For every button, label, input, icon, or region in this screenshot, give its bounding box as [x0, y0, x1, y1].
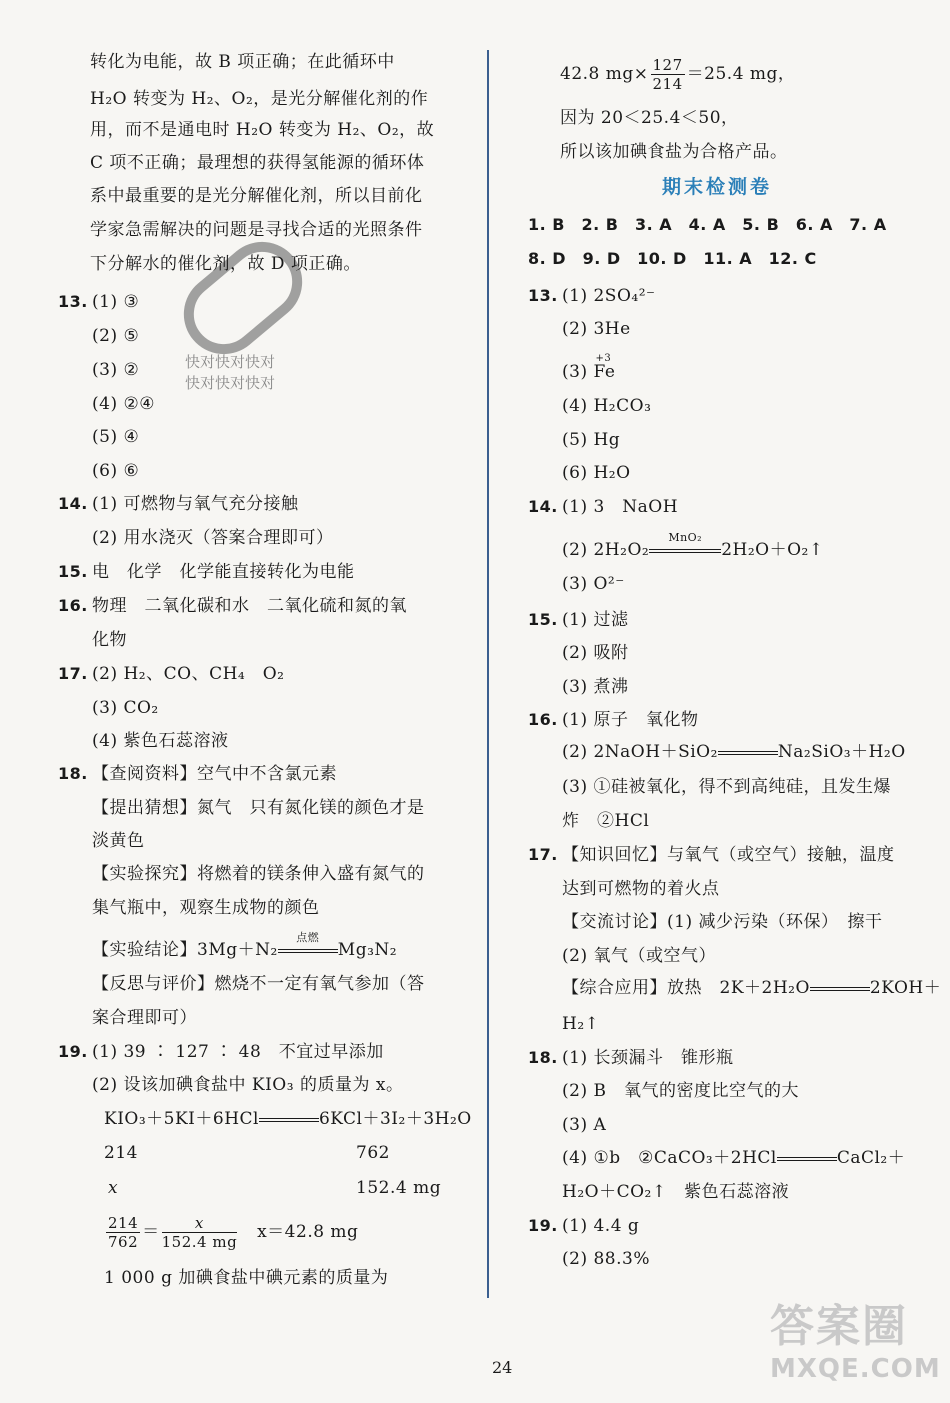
multiple-choice-answers: 1. B 2. B 3. A 4. A 5. B 6. A 7. A: [528, 215, 887, 234]
question-number: 17.: [528, 845, 558, 864]
answer: 【提出猜想】氮气 只有氮化镁的颜色才是: [92, 798, 425, 818]
answer: (2) H₂、CO、CH₄ O₂: [92, 664, 285, 684]
answer: H₂O＋CO₂↑ 紫色石蕊溶液: [562, 1182, 790, 1202]
answer: 因为 20＜25.4＜50，: [560, 108, 739, 128]
answer: 【实验探究】将燃着的镁条伸入盛有氮气的: [92, 864, 425, 884]
answer: 电 化学 化学能直接转化为电能: [92, 562, 355, 582]
answer: 炸 ②HCl: [562, 811, 650, 831]
answer: (1) 4.4 g: [562, 1216, 640, 1236]
answer: 1 000 g 加碘食盐中碘元素的质量为: [104, 1268, 389, 1288]
watermark-stamp: [167, 226, 318, 371]
question-number: 17.: [58, 664, 88, 683]
answer: H₂↑: [562, 1014, 600, 1034]
answer: (1) 可燃物与氧气充分接触: [92, 494, 299, 514]
answer: (1) 3 NaOH: [562, 497, 679, 517]
equation: KIO₃＋5KI＋6HCl 6KCl＋3I₂＋3H₂O: [104, 1109, 472, 1129]
answer: (1) ③: [92, 292, 140, 312]
answer: (2) 吸附: [562, 643, 629, 663]
question-number: 18.: [58, 764, 88, 783]
answer: (1) 39 ∶ 127 ∶ 48 不宜过早添加: [92, 1042, 384, 1062]
answer: (2) 用水浇灭（答案合理即可）: [92, 528, 334, 548]
question-number: 16.: [528, 710, 558, 729]
answer: 化物: [92, 630, 127, 650]
text-line: C 项不正确；最理想的获得氢能源的循环体: [90, 153, 425, 173]
text-line: 系中最重要的是光分解催化剂，所以目前化: [90, 186, 423, 206]
question-number: 14.: [528, 497, 558, 516]
answer: (3) +3 Fe: [562, 353, 616, 382]
question-number: 19.: [58, 1042, 88, 1061]
answer: 集气瓶中，观察生成物的颜色: [92, 898, 320, 918]
watermark-text: 快对快对快对 快对快对快对: [185, 353, 276, 392]
answer: (5) ④: [92, 427, 140, 447]
answer: (3) CO₂: [92, 698, 159, 718]
answer: (1) 长颈漏斗 锥形瓶: [562, 1048, 734, 1068]
text-line: 学家急需解决的问题是寻找合适的光照条件: [90, 220, 423, 240]
answer: (5) Hg: [562, 430, 621, 450]
answer: 【查阅资料】空气中不含氯元素: [92, 764, 337, 784]
answer: (3) O²⁻: [562, 574, 625, 594]
answer: (1) 原子 氧化物: [562, 710, 699, 730]
answer: (6) ⑥: [92, 461, 140, 481]
question-number: 15.: [528, 610, 558, 629]
text-line: 转化为电能，故 B 项正确；在此循环中: [90, 52, 395, 72]
value: 214: [104, 1143, 138, 1163]
answer: 所以该加碘食盐为合格产品。: [560, 142, 788, 162]
answer: 【交流讨论】(1) 减少污染（环保） 擦干: [562, 912, 883, 932]
answer: 【知识回忆】与氧气（或空气）接触，温度: [562, 845, 895, 865]
answer: (3) A: [562, 1115, 607, 1135]
equation: 【综合应用】放热 2K＋2H₂O 2KOH＋: [562, 978, 942, 998]
answer: (4) ②④: [92, 394, 155, 414]
answer: (4) H₂CO₃: [562, 396, 652, 416]
equation: 42.8 mg× $\frac{127}{214}$ ＝25.4 mg，: [560, 56, 796, 93]
question-number: 15.: [58, 562, 88, 581]
answer: (1) 过滤: [562, 610, 629, 630]
answer: (3) ①硅被氧化，得不到高纯硅，且发生爆: [562, 777, 891, 797]
answer: (2) 3He: [562, 319, 631, 339]
site-logo: 答案圈 MXQE.COM: [770, 1301, 941, 1384]
text-line: 下分解水的催化剂，故 D 项正确。: [90, 254, 361, 274]
equation: (2) 2H₂O₂ MnO₂ 2H₂O＋O₂↑: [562, 531, 824, 560]
answer: 达到可燃物的着火点: [562, 879, 720, 899]
question-number: 18.: [528, 1048, 558, 1067]
answer: 物理 二氧化碳和水 二氧化硫和氮的氧: [92, 596, 407, 616]
answer: (1) 2SO₄²⁻: [562, 286, 656, 306]
equation: (2) 2NaOH＋SiO₂ Na₂SiO₃＋H₂O: [562, 742, 906, 762]
page-number: 24: [492, 1358, 513, 1377]
text-line: H₂O 转变为 H₂、O₂，是光分解催化剂的作: [90, 89, 429, 109]
question-number: 14.: [58, 494, 88, 513]
answer: 案合理即可）: [92, 1008, 197, 1028]
proportion: $\frac{214}{762}$ ＝ $\frac{x}{152.4 mg}$ x＝42.8 mg: [108, 1214, 359, 1251]
answer: (2) ⑤: [92, 326, 140, 346]
equation: 【实验结论】3Mg＋N₂ 点燃 Mg₃N₂: [92, 931, 398, 960]
question-number: 13.: [528, 286, 558, 305]
value: 152.4 mg: [356, 1178, 442, 1198]
question-number: 13.: [58, 292, 88, 311]
column-divider: [487, 50, 489, 1298]
reaction-condition: 点燃: [278, 938, 338, 962]
text-line: 用，而不是通电时 H₂O 转变为 H₂、O₂，故: [90, 120, 435, 140]
question-number: 19.: [528, 1216, 558, 1235]
equation: (4) ①b ②CaCO₃＋2HCl CaCl₂＋: [562, 1148, 906, 1168]
answer: (6) H₂O: [562, 463, 631, 483]
valence-mark: +3 Fe: [593, 353, 616, 382]
answer: (2) B 氧气的密度比空气的大: [562, 1081, 799, 1101]
answer: 淡黄色: [92, 831, 145, 851]
answer: (2) 设该加碘食盐中 KIO₃ 的质量为 x。: [92, 1075, 404, 1095]
question-number: 16.: [58, 596, 88, 615]
value: x: [108, 1178, 119, 1198]
answer: (2) 88.3%: [562, 1249, 650, 1269]
answer: (4) 紫色石蕊溶液: [92, 731, 229, 751]
answer: (3) 煮沸: [562, 677, 629, 697]
section-heading: 期末检测卷: [662, 176, 773, 198]
answer: (3) ②: [92, 360, 140, 380]
multiple-choice-answers: 8. D 9. D 10. D 11. A 12. C: [528, 249, 817, 268]
answer: 【反思与评价】燃烧不一定有氧气参加（答: [92, 974, 425, 994]
answer: (2) 氧气（或空气）: [562, 946, 716, 966]
reaction-condition: MnO₂: [649, 538, 721, 562]
value: 762: [356, 1143, 390, 1163]
